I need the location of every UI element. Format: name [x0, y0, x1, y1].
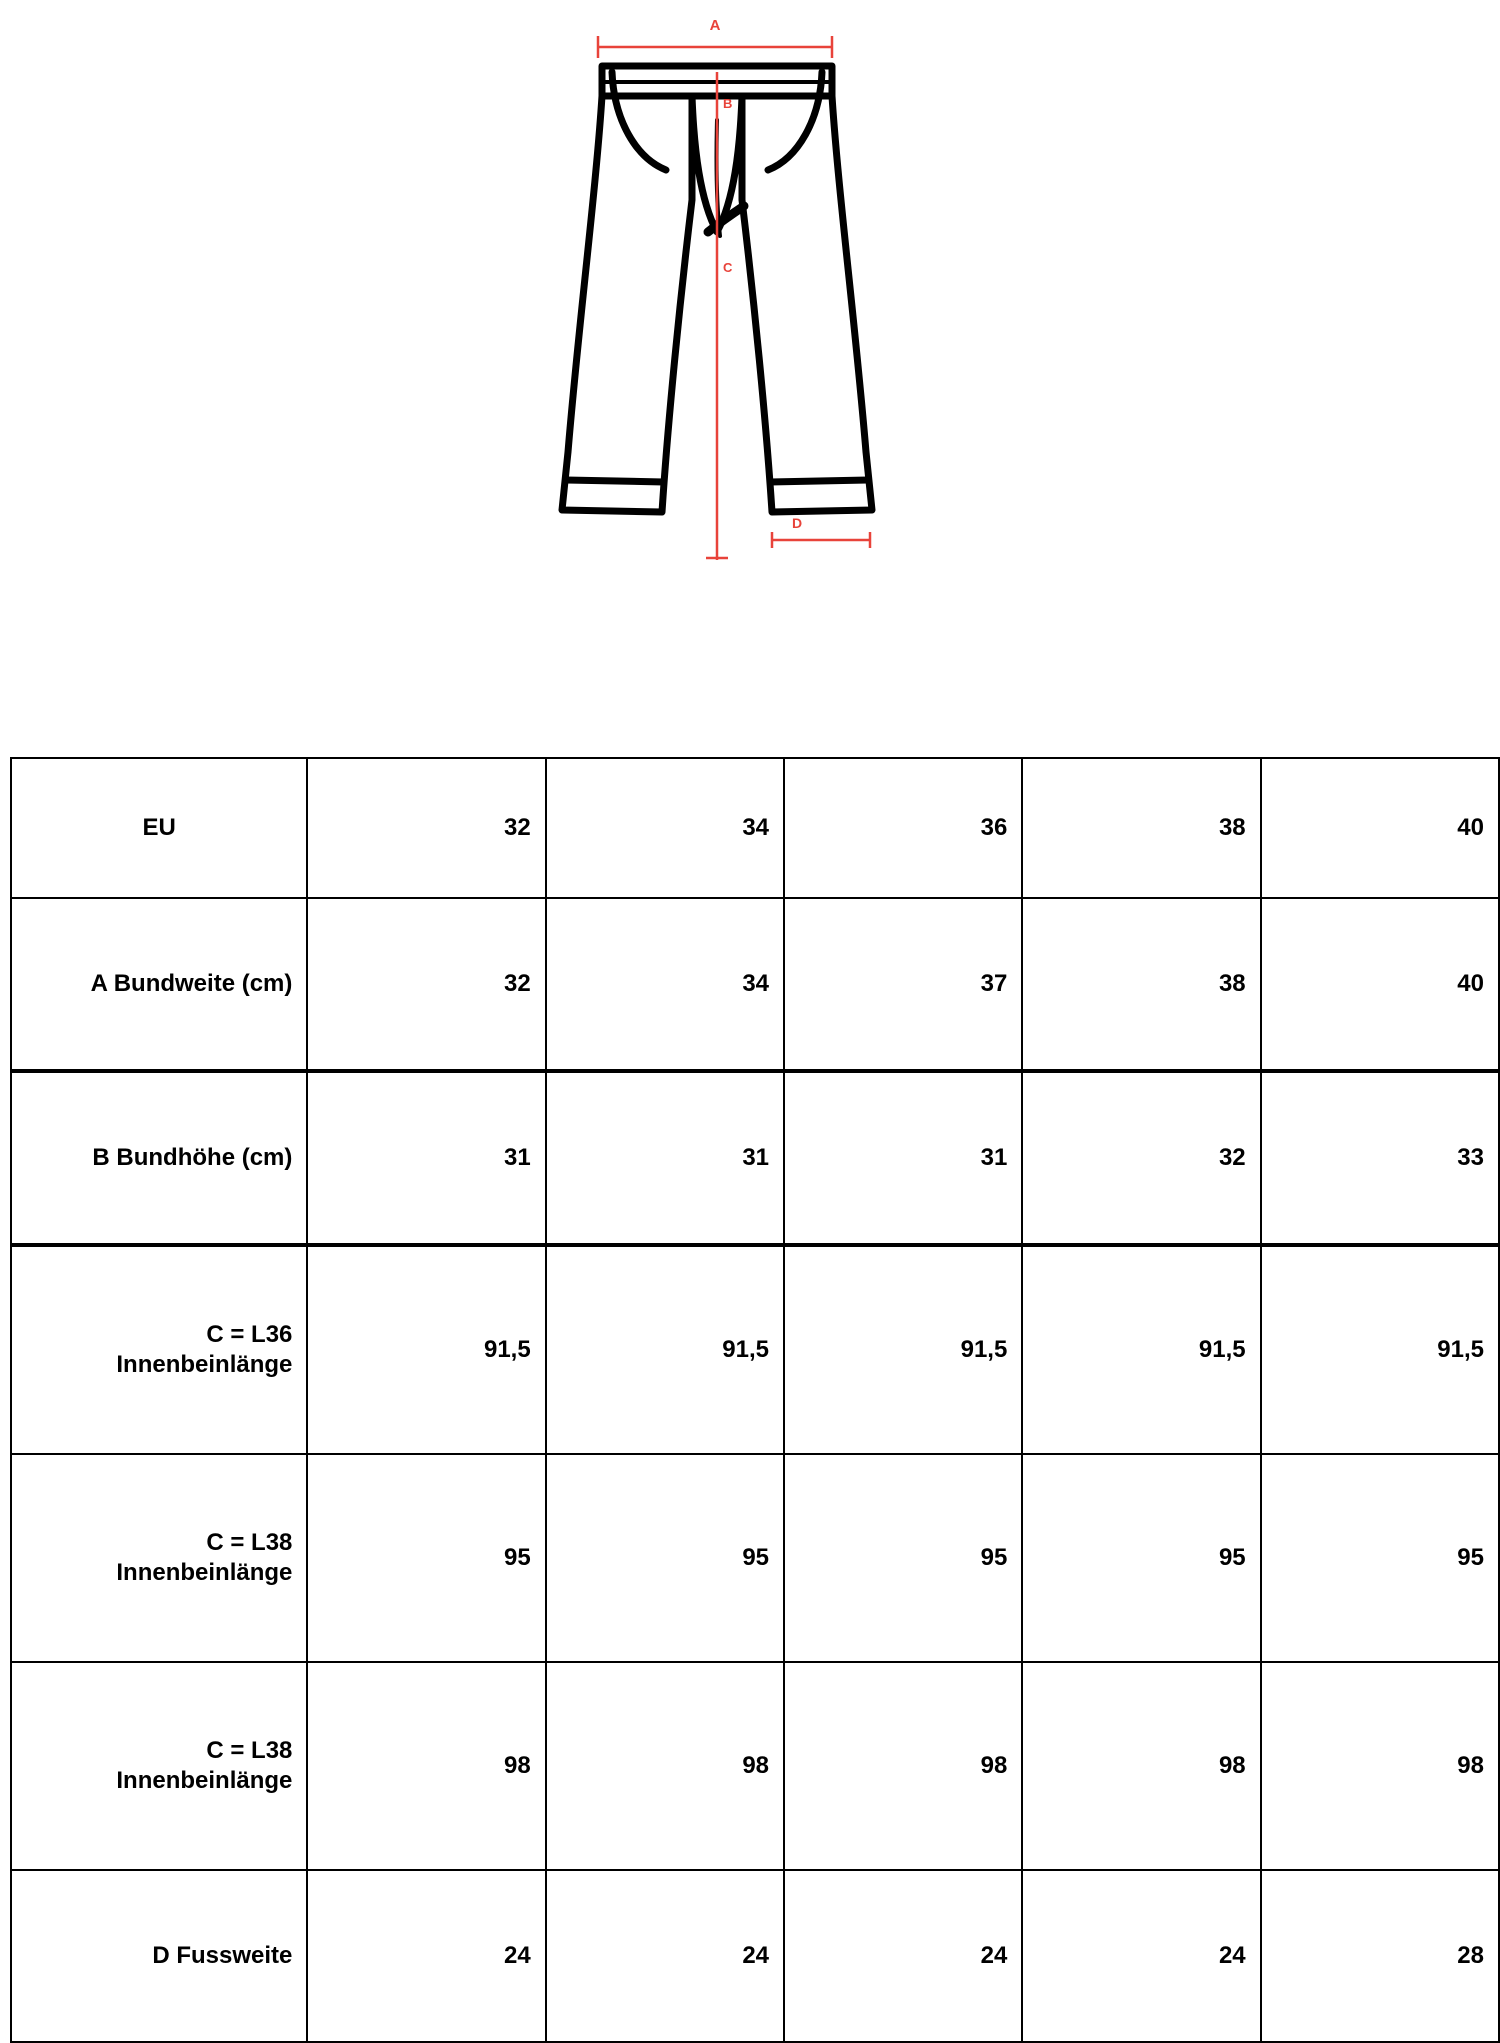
- cell-l38-95-40: 95: [1261, 1454, 1499, 1662]
- row-label-fussweite: D Fussweite: [11, 1870, 307, 2042]
- cell-l38-95-34: 95: [546, 1454, 784, 1662]
- cell-l38-95-38: 95: [1022, 1454, 1260, 1662]
- row-label-l38-95: C = L38 Innenbeinlänge: [11, 1454, 307, 1662]
- cell-fussweite-34: 24: [546, 1870, 784, 2042]
- pants-illustration: [0, 0, 1500, 730]
- table-row: [11, 1454, 1499, 1662]
- cell-l38-98-36: 98: [784, 1662, 1022, 1870]
- size-table-container: [10, 757, 1500, 2043]
- cell-bundhoehe-32: 31: [307, 1071, 545, 1245]
- row-label-bundweite: A Bundweite (cm): [11, 898, 307, 1071]
- size-table: [10, 757, 1500, 2043]
- table-row: [11, 1245, 1499, 1454]
- header-size-34: 34: [546, 758, 784, 898]
- table-row: [11, 1870, 1499, 2042]
- cell-bundweite-38: 38: [1022, 898, 1260, 1071]
- cell-bundweite-34: 34: [546, 898, 784, 1071]
- cell-l38-95-32: 95: [307, 1454, 545, 1662]
- cell-l36-40: 91,5: [1261, 1245, 1499, 1454]
- header-size-36: 36: [784, 758, 1022, 898]
- cell-l38-98-34: 98: [546, 1662, 784, 1870]
- header-size-38: 38: [1022, 758, 1260, 898]
- header-size-32: 32: [307, 758, 545, 898]
- cell-l38-95-36: 95: [784, 1454, 1022, 1662]
- table-row: [11, 898, 1499, 1071]
- dimension-line-c: [706, 72, 728, 560]
- cell-bundhoehe-38: 32: [1022, 1071, 1260, 1245]
- row-label-l38-98: C = L38 Innenbeinlänge: [11, 1662, 307, 1870]
- pants-diagram-svg: [540, 0, 960, 690]
- cell-bundhoehe-40: 33: [1261, 1071, 1499, 1245]
- cell-l36-32: 91,5: [307, 1245, 545, 1454]
- cell-bundweite-40: 40: [1261, 898, 1499, 1071]
- header-eu: EU: [11, 758, 307, 898]
- cell-l38-98-40: 98: [1261, 1662, 1499, 1870]
- cell-l38-98-38: 98: [1022, 1662, 1260, 1870]
- table-row: [11, 1662, 1499, 1870]
- dimension-line-a: [598, 36, 832, 58]
- cell-bundweite-32: 32: [307, 898, 545, 1071]
- marker-label-d: D: [792, 515, 803, 531]
- header-size-40: 40: [1261, 758, 1499, 898]
- dimension-line-d: [772, 532, 870, 548]
- marker-label-b: B: [723, 96, 733, 111]
- cell-l36-36: 91,5: [784, 1245, 1022, 1454]
- marker-label-c: C: [723, 260, 733, 275]
- row-label-l36: C = L36 Innenbeinlänge: [11, 1245, 307, 1454]
- marker-label-a: A: [709, 17, 721, 34]
- cell-l38-98-32: 98: [307, 1662, 545, 1870]
- cell-fussweite-38: 24: [1022, 1870, 1260, 2042]
- cell-fussweite-32: 24: [307, 1870, 545, 2042]
- table-header-row: [11, 758, 1499, 898]
- cell-bundhoehe-36: 31: [784, 1071, 1022, 1245]
- cell-l36-38: 91,5: [1022, 1245, 1260, 1454]
- cell-bundweite-36: 37: [784, 898, 1022, 1071]
- cell-fussweite-36: 24: [784, 1870, 1022, 2042]
- cell-l36-34: 91,5: [546, 1245, 784, 1454]
- cell-bundhoehe-34: 31: [546, 1071, 784, 1245]
- cell-fussweite-40: 28: [1261, 1870, 1499, 2042]
- row-label-bundhoehe: B Bundhöhe (cm): [11, 1071, 307, 1245]
- table-row: [11, 1071, 1499, 1245]
